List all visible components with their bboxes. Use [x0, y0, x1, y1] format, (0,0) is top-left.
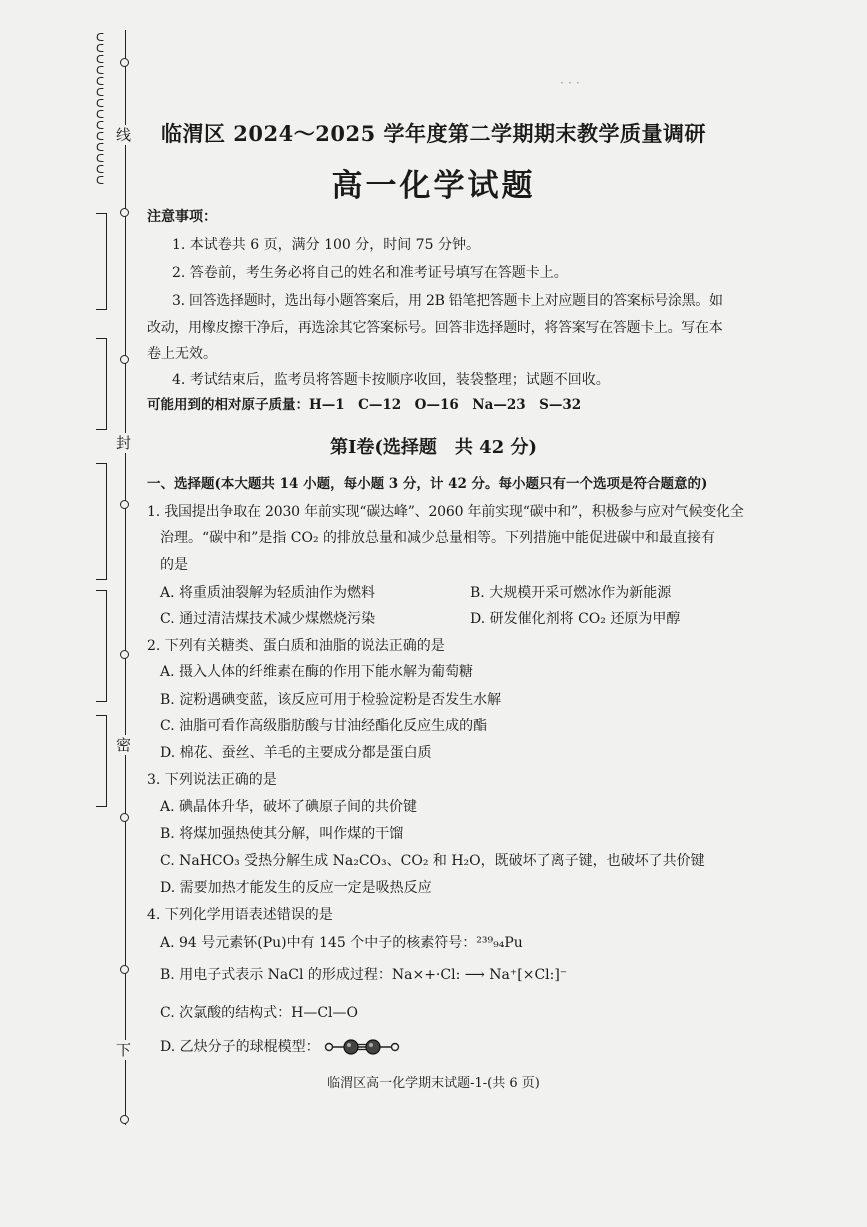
- part-heading: 一、选择题(本大题共 14 小题，每小题 3 分，计 42 分。每小题只有一个选项是符合题意的): [147, 476, 708, 492]
- binding-loops: ᑕ ᑕ ᑕ ᑕ ᑕ ᑕ ᑕ ᑕ ᑕ ᑕ ᑕ ᑕ ᑕ ᑕ: [96, 31, 105, 187]
- section-title: 第Ⅰ卷(选择题 共 42 分): [329, 437, 538, 458]
- binding-hole: [120, 208, 129, 217]
- binding-char-mi: 密: [116, 736, 132, 754]
- question-1-option-b: B. 大规模开采可燃冰作为新能源: [470, 585, 672, 601]
- bleed-through-text: · · ·: [560, 75, 580, 90]
- question-1-stem: 的是: [160, 557, 188, 573]
- note-item: 3. 回答选择题时，选出每小题答案后，用 2B 铅笔把答题卡上对应题目的答案标号涂黑。如: [172, 293, 723, 309]
- note-item: 4. 考试结束后，监考员将答题卡按顺序收回，装袋整理；试题不回收。: [172, 372, 610, 388]
- binding-char-xian: 线: [116, 126, 132, 144]
- atomic-masses: 可能用到的相对原子质量：H—1 C—12 O—16 Na—23 S—32: [147, 397, 582, 413]
- question-4-option-a: A. 94 号元素钚(Pu)中有 145 个中子的核素符号：²³⁹₉₄Pu: [160, 935, 523, 951]
- question-1-option-d: D. 研发催化剂将 CO₂ 还原为甲醇: [470, 611, 681, 627]
- note-item: 2. 答卷前，考生务必将自己的姓名和准考证号填写在答题卡上。: [172, 265, 568, 281]
- binding-char-feng: 封: [116, 434, 132, 452]
- question-3-option-c: C. NaHCO₃ 受热分解生成 Na₂CO₃、CO₂ 和 H₂O，既破坏了离子键，也破坏了共价键: [160, 853, 705, 869]
- note-item: 改动，用橡皮擦干净后，再选涂其它答案标号。回答非选择题时，将答案写在答题卡上。写在本: [147, 320, 723, 336]
- question-3-stem: 3. 下列说法正确的是: [147, 772, 277, 788]
- binding-bracket: [96, 338, 107, 430]
- binding-hole: [120, 355, 129, 364]
- question-3-option-b: B. 将煤加强热使其分解，叫作煤的干馏: [160, 826, 404, 842]
- question-1-stem: 治理。“碳中和”是指 CO₂ 的排放总量和减少总量相等。下列措施中能促进碳中和最直接有: [160, 530, 716, 546]
- question-2-option-b: B. 淀粉遇碘变蓝，该反应可用于检验淀粉是否发生水解: [160, 692, 502, 708]
- binding-hole: [120, 500, 129, 509]
- binding-bracket: [96, 463, 107, 580]
- note-item: 1. 本试卷共 6 页，满分 100 分，时间 75 分钟。: [172, 237, 480, 253]
- binding-hole: [120, 1115, 129, 1124]
- question-2-stem: 2. 下列有关糖类、蛋白质和油脂的说法正确的是: [147, 638, 445, 654]
- binding-hole: [120, 58, 129, 67]
- ball-and-stick-model-icon: [324, 1038, 400, 1056]
- binding-hole: [120, 965, 129, 974]
- page-footer: 临渭区高一化学期末试题-1-(共 6 页): [327, 1076, 540, 1091]
- notes-heading: 注意事项：: [147, 209, 217, 225]
- question-2-option-a: A. 摄入人体的纤维素在酶的作用下能水解为葡萄糖: [160, 664, 474, 680]
- exam-subject: 高一化学试题: [331, 168, 536, 204]
- question-4-option-d-text: D. 乙炔分子的球棍模型：: [160, 1039, 320, 1055]
- question-3-option-d: D. 需要加热才能发生的反应一定是吸热反应: [160, 880, 432, 896]
- question-1-option-c: C. 通过清洁煤技术减少煤燃烧污染: [160, 611, 376, 627]
- question-3-option-a: A. 碘晶体升华，破坏了碘原子间的共价键: [160, 799, 418, 815]
- binding-bracket: [96, 590, 107, 702]
- question-4-stem: 4. 下列化学用语表述错误的是: [147, 907, 333, 923]
- note-item: 卷上无效。: [147, 346, 217, 362]
- question-1-option-a: A. 将重质油裂解为轻质油作为燃料: [160, 585, 376, 601]
- question-1-stem: 1. 我国提出争取在 2030 年前实现“碳达峰”、2060 年前实现“碳中和”，积极参与应对气候变化全: [147, 504, 744, 520]
- question-4-option-c: C. 次氯酸的结构式：H—Cl—O: [160, 1005, 358, 1021]
- exam-title: 临渭区 2024～2025 学年度第二学期期末教学质量调研: [160, 121, 706, 146]
- question-4-option-d: [160, 1038, 400, 1056]
- binding-bracket: [96, 213, 107, 310]
- binding-hole: [120, 650, 129, 659]
- binding-hole: [120, 813, 129, 822]
- question-2-option-c: C. 油脂可看作高级脂肪酸与甘油经酯化反应生成的酯: [160, 718, 488, 734]
- question-2-option-d: D. 棉花、蚕丝、羊毛的主要成分都是蛋白质: [160, 745, 432, 761]
- binding-char-xia: 下: [116, 1041, 132, 1059]
- question-4-option-b: B. 用电子式表示 NaCl 的形成过程：Na×+·Cl: ⟶ Na⁺[×Cl:]⁻: [160, 967, 568, 983]
- binding-bracket: [96, 715, 107, 807]
